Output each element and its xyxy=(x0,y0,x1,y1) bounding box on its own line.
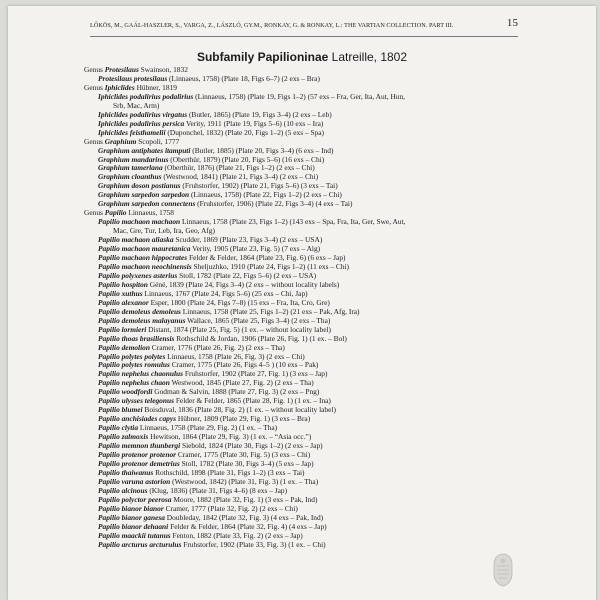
taxon-name: Iphiclides feisthamelii xyxy=(98,127,166,137)
taxon-details: Verity, 1911 (Plate 19, Figs 5–6) (10 exs – Ira) xyxy=(184,118,324,128)
taxon-details: Fenton, 1882 (Plate 33, Fig. 2) (2 exs – Jap) xyxy=(170,530,303,540)
taxon-name: Papilio thoas brasiliensis xyxy=(98,333,175,343)
taxon-details: Fruhstorfer, 1902 (Plate 27, Fig. 1) (3 exs – Jap) xyxy=(183,369,328,379)
taxon-details: Felder & Felder, 1864 (Plate 23, Fig. 6) (6 exs – Jap) xyxy=(187,253,346,263)
taxon-details: Westwood, 1845 (Plate 27, Fig. 2) (2 exs – Tha) xyxy=(169,378,314,388)
taxon-name: Graphium cloanthus xyxy=(98,172,162,182)
taxon-details: Cramer, 1777 (Plate 32, Fig. 2) (2 exs – Chi) xyxy=(163,503,298,513)
taxon-name: Graphium sarpedon sarpedon xyxy=(98,190,190,200)
taxon-name: Papilio machaon hippocrates xyxy=(98,253,188,263)
taxon-name: Papilio protenor protenor xyxy=(98,449,177,459)
taxon-name: Papilio alexanor xyxy=(98,297,149,307)
taxon-name: Papilio demoleus demoleus xyxy=(98,306,181,316)
taxon-name: Graphium doson postianus xyxy=(98,181,181,191)
taxon-details: (Butler, 1865) (Plate 19, Figs 3–4) (2 exs – Leb) xyxy=(187,109,332,119)
taxon-name: Graphium tamerlana xyxy=(98,163,163,173)
taxon-details: (Linnaeus, 1758) (Plate 19, Figs 1–2) (57 exs – Fra, Ger, Ita, Aut, Hun, xyxy=(193,91,406,101)
taxon-details: (Klug, 1836) (Plate 31, Figs 4–6) (8 exs – Jap) xyxy=(147,485,288,495)
taxon-details: (Butler, 1885) (Plate 20, Figs 3–4) (6 exs – Ind) xyxy=(190,145,334,155)
taxon-details: Esper, 1800 (Plate 24, Figs 7–8) (15 exs – Fra, Ita, Cro, Gre) xyxy=(148,297,330,307)
taxon-name: Papilio polytes romulus xyxy=(98,360,170,370)
genus-name: Protesilaus xyxy=(104,65,139,74)
document-page xyxy=(8,6,596,600)
taxon-details: Hübner, 1809 (Plate 29, Fig. 1) (3 exs – Bra) xyxy=(176,414,311,424)
taxon-details: Cramer, 1775 (Plate 26, Figs 4–5 ) (10 exs – Pak) xyxy=(169,360,319,370)
taxon-details: Cramer, 1775 (Plate 30, Fig. 5) (3 exs – Chi) xyxy=(176,449,311,459)
publisher-logo-icon xyxy=(488,552,518,588)
taxon-details: Swainson, 1832 xyxy=(138,65,188,74)
taxon-name: Papilio zalmoxis xyxy=(98,432,149,442)
taxon-name: Papilio polyctor peerosa xyxy=(98,494,172,504)
taxon-details: Felder & Felder, 1864 (Plate 32, Fig. 4) (4 exs – Jap) xyxy=(168,521,327,531)
taxon-name: Papilio ulysses telegonus xyxy=(98,396,174,406)
taxon-details: (Westwood, 1842) (Plate 31, Fig. 3) (1 ex. – Tha) xyxy=(170,476,319,486)
taxon-name: Papilio nephelus chaonulus xyxy=(98,369,184,379)
taxon-name: Papilio hospiton xyxy=(98,279,148,289)
taxon-name: Graphium mandarinus xyxy=(98,154,169,164)
taxon-name: Papilio blumei xyxy=(98,405,143,415)
taxon-name: Papilio demoleus malayanus xyxy=(98,315,186,325)
header-rule xyxy=(90,36,518,37)
taxon-details: Wallace, 1865 (Plate 25, Figs 3–4) (2 exs – Tha) xyxy=(185,315,331,325)
taxon-name: Graphium sarpedon connectens xyxy=(98,199,196,209)
genus-prefix: Genus xyxy=(84,136,105,146)
taxon-details: Boisduval, 1836 (Plate 28, Fig. 2) (1 ex. – without locality label) xyxy=(142,405,336,415)
taxon-name: Papilio bianor bianor xyxy=(98,503,164,513)
taxon-details: Stoll, 1782 (Plate 22, Figs 5–6) (2 exs – USA) xyxy=(177,270,317,280)
taxon-details: Hewitson, 1864 (Plate 29, Fig. 3) (1 ex. – “Asia occ.”) xyxy=(148,432,312,442)
taxon-details: (Oberthür, 1879) (Plate 20, Figs 5–6) (16 exs – Chi) xyxy=(168,154,325,164)
taxon-list xyxy=(84,66,534,549)
taxon-name: Papilio maackii tutanus xyxy=(98,530,171,540)
taxon-name: Papilio nephelus chaon xyxy=(98,378,170,388)
taxon-details: (Westwood, 1841) (Plate 21, Figs 3–4) (2 exs – Chi) xyxy=(161,172,319,182)
taxon-details: Verity, 1905 (Plate 23, Fig. 5) (7 exs – Alg) xyxy=(190,244,321,254)
taxon-name: Papilio bianor dehaani xyxy=(98,521,169,531)
taxon-details: Linnaeus, 1758 xyxy=(126,208,174,218)
taxon-details: Felder & Felder, 1865 (Plate 28, Fig. 1) (1 ex. – Ina) xyxy=(173,396,331,406)
taxon-details: Sheljuzhko, 1910 (Plate 24, Figs 1–2) (11 exs – Chi) xyxy=(191,261,350,271)
taxon-details: Linnaeus, 1758 (Plate 29, Fig. 2) (1 ex. – Tha) xyxy=(138,423,278,433)
taxon-details: Moore, 1882 (Plate 32, Fig. 1) (3 exs – Pak, Ind) xyxy=(171,494,318,504)
taxon-name: Papilio xuthus xyxy=(98,288,143,298)
taxon-name: Iphiclides podalirius virgatus xyxy=(98,109,188,119)
taxon-name: Papilio machaon neochinensis xyxy=(98,261,192,271)
taxon-details: (Fruhstorfer, 1902) (Plate 21, Figs 5–6) (3 exs – Tai) xyxy=(180,181,338,191)
taxon-details: (Oberthür, 1876) (Plate 21, Figs 1–2) (2 exs – Chi) xyxy=(162,163,315,173)
taxon-name: Papilio demolion xyxy=(98,342,150,352)
taxon-details: (Duponchel, 1832) (Plate 20, Figs 1–2) (5 exs – Spa) xyxy=(165,127,325,137)
taxon-name: Papilio bianor ganesa xyxy=(98,512,165,522)
taxon-details: Linnaeus, 1758 (Plate 23, Figs 1–2) (143 exs – Spa, Fra, Ita, Ger, Swe, Aut, xyxy=(180,217,406,227)
genus-prefix: Genus xyxy=(84,65,105,74)
taxon-details: Linnaeus, 1758 (Plate 26, Fig. 3) (2 exs – Chi) xyxy=(165,351,305,361)
taxon-details: Scudder, 1869 (Plate 23, Figs 3–4) (2 exs – USA) xyxy=(173,235,323,245)
taxon-name: Protesilaus protesilaus xyxy=(98,73,168,83)
taxon-name: Papilio thaiwanus xyxy=(98,467,154,477)
taxon-name: Papilio machaon aliaska xyxy=(98,235,174,245)
taxon-name: Papilio alcinous xyxy=(98,485,148,495)
taxon-name: Papilio memnon thunbergi xyxy=(98,441,181,451)
running-header xyxy=(90,17,518,32)
taxon-details: Srb, Mac, Arm) xyxy=(113,100,160,110)
taxon-name: Papilio clytia xyxy=(98,423,139,433)
taxon-details: Cramer, 1776 (Plate 26, Fig. 2) (2 exs – Tha) xyxy=(149,342,285,352)
section-title-author: Latreille, 1802 xyxy=(328,50,408,64)
taxon-details: Siebold, 1824 (Plate 30, Figs 1–2) (2 exs – Jap) xyxy=(180,441,323,451)
taxon-name: Papilio polyxenes asterius xyxy=(98,270,178,280)
taxon-details: Linnaeus, 1767 (Plate 24, Figs 5–6) (25 exs – Chi, Jap) xyxy=(142,288,308,298)
taxon-details: Rothschild, 1898 (Plate 31, Figs 1–2) (3 exs – Tai) xyxy=(153,467,305,477)
section-title-taxon: Subfamily Papilioninae xyxy=(196,50,329,64)
species-entry xyxy=(84,541,534,550)
genus-name: Graphium xyxy=(104,136,137,146)
taxon-name: Papilio protenor demetrius xyxy=(98,458,180,468)
taxon-details: (Linnaeus, 1758) (Plate 22, Figs 1–2) (2 exs – Chi) xyxy=(189,190,342,200)
genus-name: Iphiclides xyxy=(104,82,135,92)
taxon-details: Godman & Salvin, 1888 (Plate 27, Fig. 3) (2 exs – Png) xyxy=(152,387,320,397)
taxon-details: Fruhstorfer, 1902 (Plate 33, Fig. 3) (1 ex. – Chi) xyxy=(181,539,326,549)
taxon-details: Linnaeus, 1758 (Plate 25, Figs 1–2) (21 exs – Pak, Afg, Ira) xyxy=(180,306,360,316)
taxon-details: (Fruhstorfer, 1906) (Plate 22, Figs 3–4) (4 exs – Tai) xyxy=(195,199,353,209)
running-header-text: LŐKÖS, M., GAÁL-HASZLER, S., VARGA, Z., LÁSZLÓ, GY.M., RONKAY, G. & RONKAY, L.: THE VARTIAN COLLECTION. PART III. xyxy=(90,22,454,29)
genus-name: Papilio xyxy=(104,208,127,218)
taxon-details: Mac, Gre, Tur, Leb, Ira, Geo, Afg) xyxy=(113,226,215,236)
genus-prefix: Genus xyxy=(84,82,105,92)
taxon-name: Papilio lormieri xyxy=(98,324,147,334)
taxon-name: Papilio machaon machaon xyxy=(98,217,181,227)
taxon-details: Stoll, 1782 (Plate 30, Figs 3–4) (5 exs – Jap) xyxy=(179,458,314,468)
taxon-name: Papilio polytes polytes xyxy=(98,351,166,361)
page-number: 15 xyxy=(506,17,518,29)
genus-prefix: Genus xyxy=(84,208,105,218)
taxon-details: Scopoli, 1777 xyxy=(136,136,180,146)
taxon-name: Graphium antiphates itamputi xyxy=(98,145,191,155)
taxon-name: Papilio arcturus arcturulus xyxy=(98,539,182,549)
taxon-name: Papilio anchisiades capys xyxy=(98,414,177,424)
taxon-name: Papilio woodfordi xyxy=(98,387,153,397)
taxon-name: Papilio machaon mauretanica xyxy=(98,244,191,254)
taxon-name: Iphiclides podalirius podalirius xyxy=(98,91,194,101)
taxon-details: (Linnaeus, 1758) (Plate 18, Figs 6–7) (2 exs – Bra) xyxy=(167,73,320,83)
taxon-details: Hübner, 1819 xyxy=(134,82,177,92)
taxon-name: Papilio varuna astorion xyxy=(98,476,171,486)
taxon-details: Géné, 1839 (Plate 24, Figs 3–4) (2 exs – without locality labels) xyxy=(147,279,340,289)
taxon-details: Doubleday, 1842 (Plate 32, Fig. 3) (4 exs – Pak, Ind) xyxy=(164,512,324,522)
section-title xyxy=(8,50,596,64)
taxon-details: Rothschild & Jordan, 1906 (Plate 26, Fig. 1) (1 ex. – Bol) xyxy=(174,333,347,343)
taxon-details: Distant, 1874 (Plate 25, Fig. 5) (1 ex. – without locality label) xyxy=(146,324,331,334)
taxon-name: Iphiclides podalirius persica xyxy=(98,118,185,128)
